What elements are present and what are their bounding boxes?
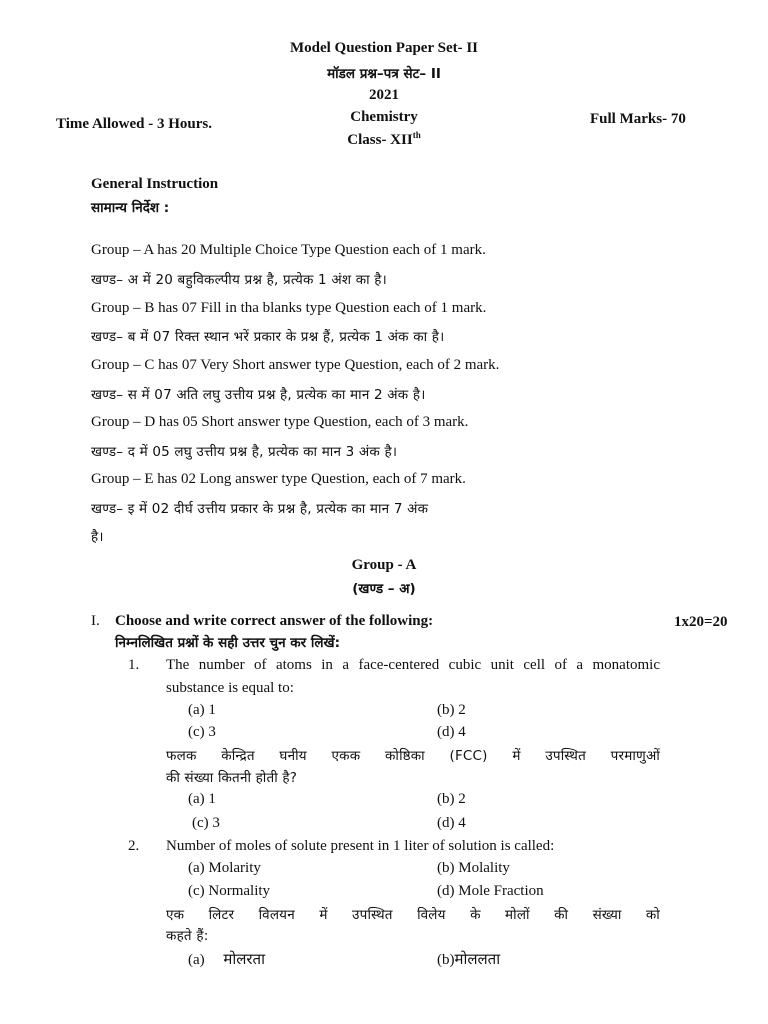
instruction-line: Group – C has 07 Very Short answer type Question, each of 2 mark. [91, 357, 500, 373]
class-sup: th [412, 130, 421, 140]
option: (c) Normality [188, 883, 271, 899]
question-text-hindi: की संख्या कितनी होती है? [166, 770, 298, 786]
option: (a) मोलरता [188, 952, 265, 968]
instructions-heading-hindi: सामान्य निर्देश : [91, 200, 170, 216]
paper-title: Model Question Paper Set- II [289, 40, 479, 56]
section-number: I. [91, 613, 100, 629]
paper-subject: Chemistry [350, 109, 418, 125]
question-text: The number of atoms in a face-centered cubic unit cell of a monatomic [166, 657, 660, 673]
instruction-line-hindi: खण्ड– द में 05 लघु उत्तीय प्रश्न है, प्रत्येक का मान 3 अंक है। [91, 444, 398, 460]
question-text-hindi: कहते हैं: [166, 928, 209, 944]
question-number: 1. [128, 657, 140, 673]
question-number: 2. [128, 838, 140, 854]
option: (d) 4 [437, 815, 466, 831]
option: (d) 4 [437, 724, 466, 740]
group-a-title-hindi: (खण्ड – अ) [352, 581, 416, 597]
instruction-line: Group – A has 20 Multiple Choice Type Question each of 1 mark. [91, 242, 486, 258]
section-instruction-hindi: निम्नलिखित प्रश्नों के सही उत्तर चुन कर लिखें: [115, 635, 340, 651]
option: (a) 1 [188, 702, 216, 718]
instructions-heading: General Instruction [91, 176, 219, 192]
option: (b) 2 [437, 791, 466, 807]
option: (b) Molality [437, 860, 510, 876]
time-allowed: Time Allowed - 3 Hours. [56, 116, 212, 132]
paper-title-hindi: मॉडल प्रश्न–पत्र सेट– II [327, 66, 441, 82]
option: (c) 3 [192, 815, 220, 831]
instruction-line: Group – D has 05 Short answer type Question, each of 3 mark. [91, 414, 469, 430]
section-instruction: Choose and write correct answer of the following: [115, 613, 434, 629]
question-text: Number of moles of solute present in 1 liter of solution is called: [166, 838, 555, 854]
paper-class [0, 132, 768, 149]
instruction-line-hindi: खण्ड– इ में 02 दीर्घ उत्तीय प्रकार के प्रश्न है, प्रत्येक का मान 7 अंक [91, 501, 429, 517]
instruction-line-hindi: खण्ड– ब में 07 रिक्त स्थान भरें प्रकार के प्रश्न हैं, प्रत्येक 1 अंक का है। [91, 329, 445, 345]
instruction-line: Group – B has 07 Fill in tha blanks type Question each of 1 mark. [91, 300, 487, 316]
option: (c) 3 [188, 724, 216, 740]
section-marks: 1x20=20 [674, 614, 728, 630]
group-a-title: Group - A [351, 557, 417, 573]
option: (b)मोललता [437, 952, 501, 968]
option: (a) 1 [188, 791, 216, 807]
class-label: Class- XII [347, 132, 413, 148]
instruction-line-hindi: खण्ड– अ में 20 बहुविकल्पीय प्रश्न है, प्रत्येक 1 अंश का है। [91, 272, 387, 288]
question-text-hindi: फलक केन्द्रित घनीय एकक कोष्ठिका (FCC) में उपस्थित परमाणुओं [166, 748, 660, 764]
question-text-hindi: एक लिटर विलयन में उपस्थित विलेय के मोलों की संख्या को [166, 907, 660, 923]
option: (a) Molarity [188, 860, 261, 876]
full-marks: Full Marks- 70 [590, 111, 686, 127]
instruction-line-hindi: खण्ड– स में 07 अति लघु उत्तीय प्रश्न है, प्रत्येक का मान 2 अंक है। [91, 387, 426, 403]
option: (b) 2 [437, 702, 466, 718]
paper-year: 2021 [369, 87, 399, 103]
instruction-line: Group – E has 02 Long answer type Question, each of 7 mark. [91, 471, 466, 487]
question-text: substance is equal to: [166, 680, 294, 696]
instruction-line-hindi: है। [91, 529, 104, 545]
option: (d) Mole Fraction [437, 883, 544, 899]
